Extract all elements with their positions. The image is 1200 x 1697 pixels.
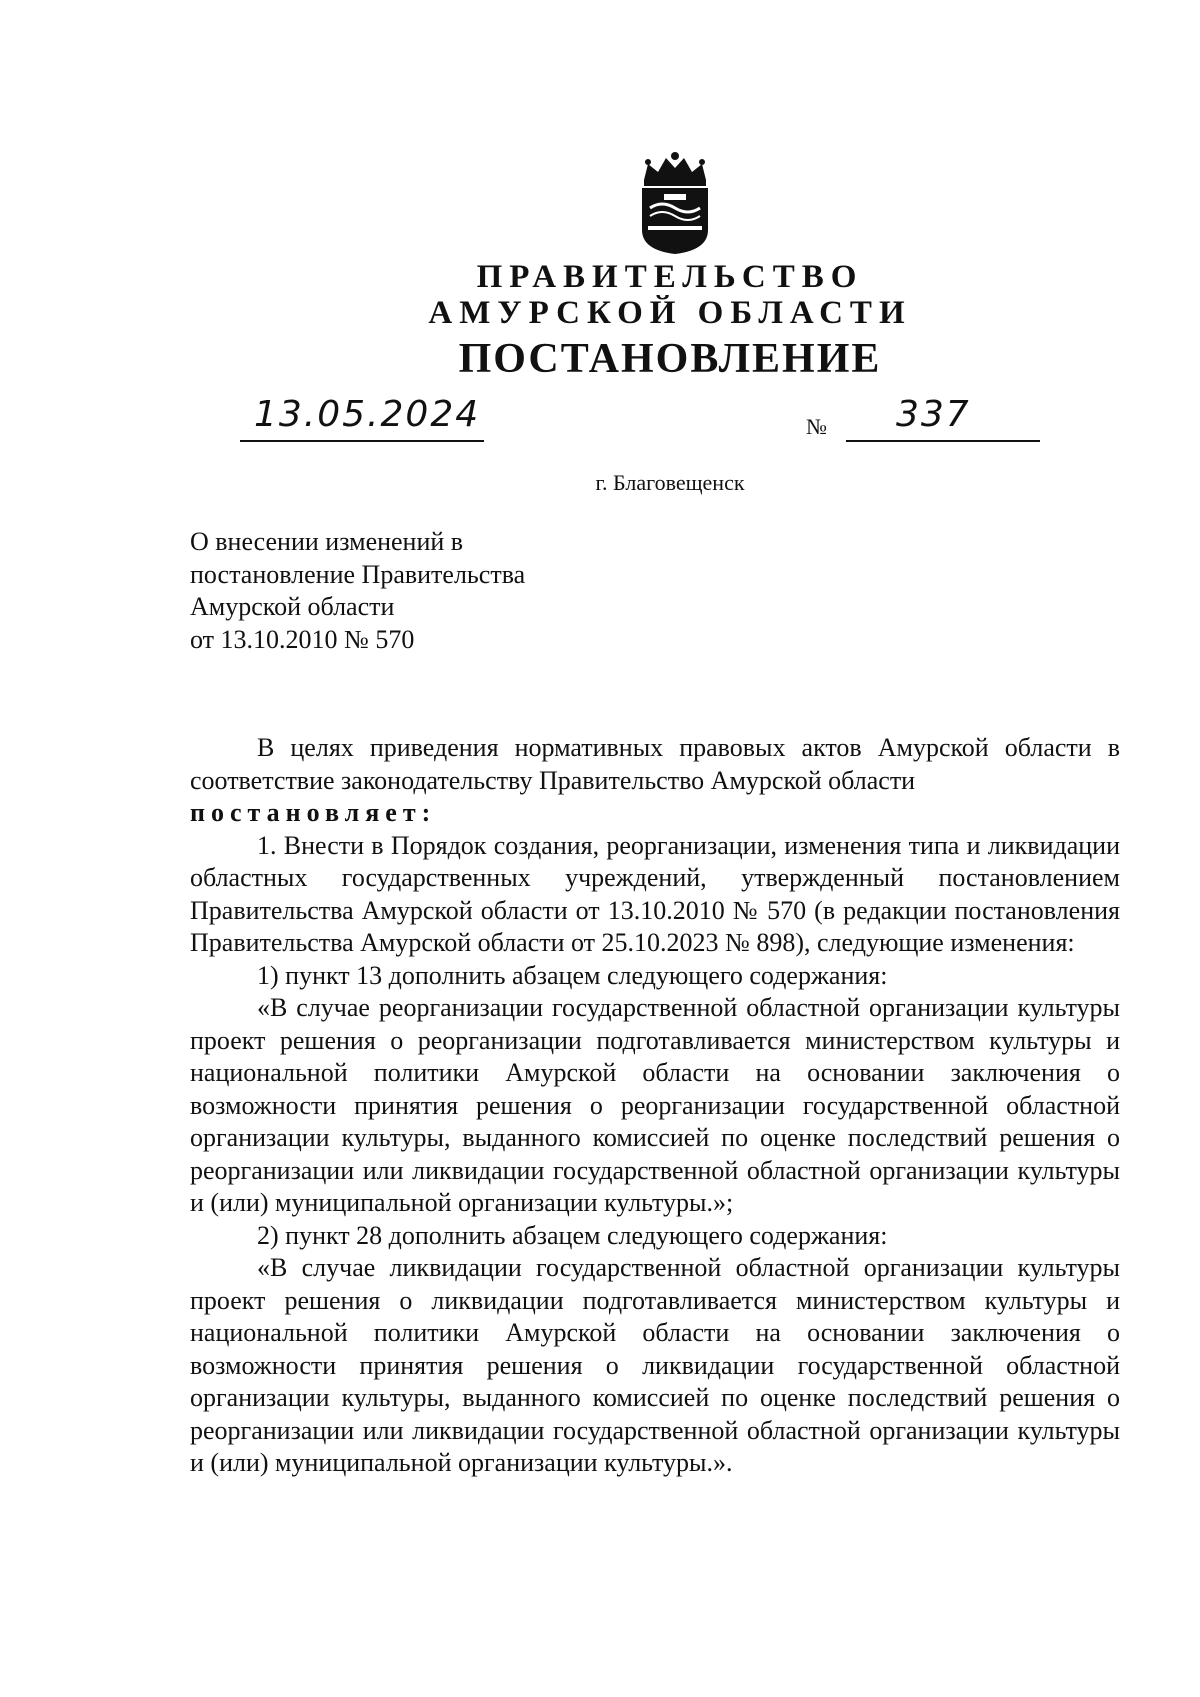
subject-line: О внесении изменений в <box>190 527 464 556</box>
city-line: г. Благовещенск <box>595 470 745 495</box>
handwritten-date: 13.05.2024 <box>254 394 481 435</box>
subitem-2-text: «В случае ликвидации государственной областной организации культуры проект решения о ликвидации подготавливается министерством культуры и национальной политики Амурской области на основании заключения о возможности принятия решения о ликвидации государственной областной организации культуры, выданного комиссией по оценке последствий решения о реорганизации или ликвидации государственной областной организации культуры и (или) муниципальной организации культуры.». <box>190 1253 1120 1477</box>
document-subject <box>190 526 525 656</box>
subitem-1-text: «В случае реорганизации государственной областной организации культуры проект решения о реорганизации подготавливается министерством культуры и национальной политики Амурской области на основании заключения о возможности принятия решения о реорганизации государственной областной организации культуры, выданного комиссией по оценке последствий решения о реорганизации или ликвидации государственной областной организации культуры и (или) муниципальной организации культуры.»; <box>190 993 1120 1217</box>
coat-of-arms-icon <box>634 150 716 254</box>
subitem-1-paragraph: 1) пункт 13 дополнить абзацем следующего содержания: <box>257 960 888 990</box>
number-label: № <box>806 414 827 439</box>
subject-line: от 13.10.2010 № 570 <box>190 624 415 654</box>
handwritten-number: 337 <box>896 394 971 435</box>
date-field <box>240 392 484 442</box>
subject-line: постановление Правительства <box>190 559 526 589</box>
preamble-paragraph: В целях приведения нормативных правовых актов Амурской области в соответствие законодательству Правительство Амурской области <box>190 733 1120 795</box>
document-body <box>190 732 1120 1480</box>
item-1-paragraph: 1. Внести в Порядок создания, реорганизации, изменения типа и ликвидации областных государственных учреждений, утвержденный постановлением Правительства Амурской области от 13.10.2010 № 570 (в редакции постановления Правительства Амурской области от 25.10.2023 № 898), следующие изменения: <box>190 830 1120 957</box>
organization-name-line1: ПРАВИТЕЛЬСТВО <box>476 259 864 295</box>
subitem-2-paragraph: 2) пункт 28 дополнить абзацем следующего содержания: <box>257 1220 888 1250</box>
number-field <box>846 392 1040 442</box>
organization-name-line2: АМУРСКОЙ ОБЛАСТИ <box>428 295 912 331</box>
document-type-title: ПОСТАНОВЛЕНИЕ <box>458 336 882 382</box>
resolves-word: постановляет: <box>190 798 437 827</box>
subject-line: Амурской области <box>190 592 395 621</box>
